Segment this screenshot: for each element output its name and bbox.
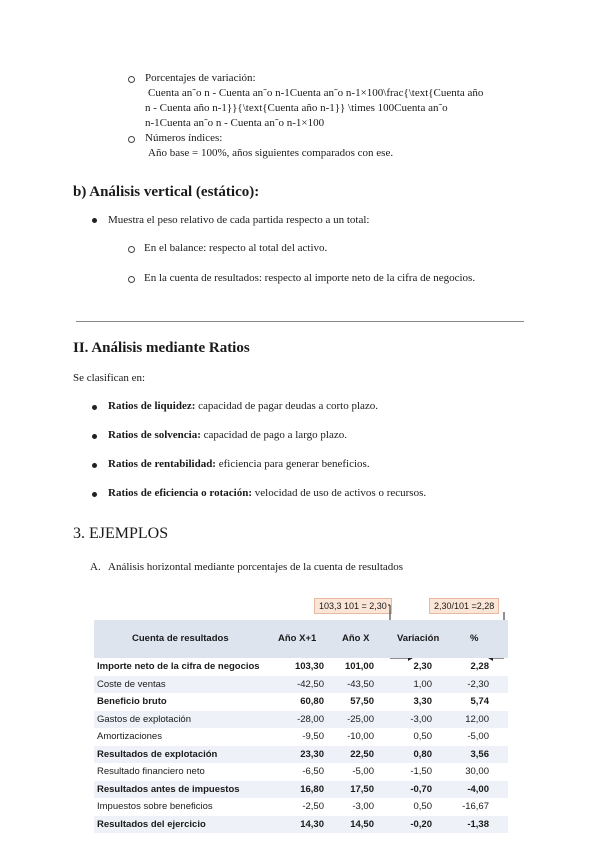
ratio-item: Ratios de solvencia: capacidad de pago a largo plazo. [108, 429, 347, 441]
formula-line-1: Cuenta an˜o n - Cuenta an˜o n-1Cuenta an˜o n-1×100\frac{\text{Cuenta año [148, 87, 484, 99]
annotation-note-2: 2,30/101 =2,28 [429, 598, 499, 614]
row-ano-x1: -6,50 [302, 766, 324, 777]
row-name: Importe neto de la cifra de negocios [97, 661, 260, 672]
row-ano-x1: 16,80 [300, 783, 324, 795]
example-a-letter: A. [90, 561, 101, 573]
row-variacion: 0,50 [413, 801, 432, 812]
index-text: Año base = 100%, años siguientes comparados con ese. [148, 147, 394, 159]
row-pct: 30,00 [465, 766, 489, 777]
row-ano-x: -3,00 [352, 801, 374, 812]
row-pct: 12,00 [465, 713, 489, 725]
row-ano-x1: 14,30 [300, 818, 324, 830]
row-ano-x: 22,50 [350, 748, 374, 760]
table-row [94, 676, 508, 694]
row-variacion: -0,20 [410, 818, 432, 830]
formula-line-3: n-1Cuenta an˜o n - Cuenta an˜o n-1×100 [145, 117, 325, 129]
row-variacion: 2,30 [413, 661, 432, 672]
table-row [94, 746, 508, 764]
example-a-text: Análisis horizontal mediante porcentajes de la cuenta de resultados [108, 561, 404, 573]
ratios-intro: Se clasifican en: [73, 372, 146, 384]
table-row [94, 763, 508, 781]
row-pct: -16,67 [462, 801, 489, 812]
formula-line-2: n - Cuenta año n-1}}{\text{Cuenta año n-1}} \times 100Cuenta an˜o [145, 102, 448, 114]
row-name: Gastos de explotación [97, 713, 192, 725]
row-ano-x1: 60,80 [300, 696, 324, 707]
header-variacion: Variación [397, 633, 440, 644]
row-variacion: -1,50 [410, 766, 432, 777]
row-pct: 2,28 [470, 661, 489, 672]
row-pct: -5,00 [467, 731, 489, 742]
row-pct: 3,56 [470, 748, 489, 760]
variation-title: Porcentajes de variación: [145, 72, 256, 84]
row-name: Resultado financiero neto [97, 766, 205, 777]
table-row [94, 658, 508, 676]
ratio-item: Ratios de rentabilidad: eficiencia para generar beneficios. [108, 458, 370, 470]
ratio-item: Ratios de eficiencia o rotación: velocidad de uso de activos o recursos. [108, 487, 427, 499]
row-pct: 5,74 [470, 696, 489, 707]
vertical-analysis-heading: b) Análisis vertical (estático): [73, 184, 260, 200]
row-ano-x1: 103,30 [294, 661, 324, 672]
row-ano-x: -10,00 [347, 731, 374, 742]
row-pct: -4,00 [467, 783, 489, 795]
table-row [94, 798, 508, 816]
row-ano-x: 57,50 [350, 696, 374, 707]
header-ano-x: Año X [342, 633, 370, 644]
row-name: Resultados del ejercicio [97, 818, 206, 830]
row-ano-x: -25,00 [347, 713, 374, 725]
row-ano-x: 101,00 [344, 661, 374, 672]
row-ano-x1: 23,30 [300, 748, 324, 760]
row-ano-x1: -28,00 [297, 713, 324, 725]
row-variacion: 3,30 [413, 696, 432, 707]
vertical-sub-1: En el balance: respecto al total del activo. [144, 242, 328, 254]
row-variacion: 1,00 [413, 678, 432, 690]
row-ano-x1: -2,50 [302, 801, 324, 812]
row-name: Beneficio bruto [97, 696, 167, 707]
table-row [94, 781, 508, 799]
table-row [94, 816, 508, 834]
table-row [94, 728, 508, 746]
header-ano-x1: Año X+1 [278, 633, 317, 644]
row-ano-x: 17,50 [350, 783, 374, 795]
table-row [94, 693, 508, 711]
row-ano-x: -5,00 [352, 766, 374, 777]
row-variacion: 0,50 [413, 731, 432, 742]
vertical-bullet-text: Muestra el peso relativo de cada partida respecto a un total: [108, 214, 370, 226]
row-name: Impuestos sobre beneficios [97, 801, 213, 812]
row-ano-x: 14,50 [350, 818, 374, 830]
ratio-item: Ratios de liquidez: capacidad de pagar deudas a corto plazo. [108, 400, 379, 412]
row-ano-x1: -42,50 [297, 678, 324, 690]
header-cuenta: Cuenta de resultados [132, 633, 229, 644]
row-variacion: -0,70 [410, 783, 432, 795]
annotation-note-1: 103,3 101 = 2,30 [314, 598, 392, 614]
table-header [94, 620, 508, 658]
row-pct: -2,30 [467, 678, 489, 690]
row-name: Amortizaciones [97, 731, 162, 742]
vertical-sub-2: En la cuenta de resultados: respecto al importe neto de la cifra de negocios. [144, 272, 476, 284]
row-variacion: 0,80 [413, 748, 432, 760]
ratios-heading: II. Análisis mediante Ratios [73, 340, 250, 356]
row-ano-x: -43,50 [347, 678, 374, 690]
row-variacion: -3,00 [410, 713, 432, 725]
row-name: Coste de ventas [97, 678, 166, 690]
row-ano-x1: -9,50 [302, 731, 324, 742]
row-pct: -1,38 [467, 818, 489, 830]
header-pct: % [470, 633, 479, 644]
row-name: Resultados de explotación [97, 748, 218, 760]
index-title: Números índices: [145, 132, 223, 144]
row-name: Resultados antes de impuestos [97, 783, 240, 795]
table-row [94, 711, 508, 729]
examples-heading: 3. EJEMPLOS [73, 525, 169, 542]
